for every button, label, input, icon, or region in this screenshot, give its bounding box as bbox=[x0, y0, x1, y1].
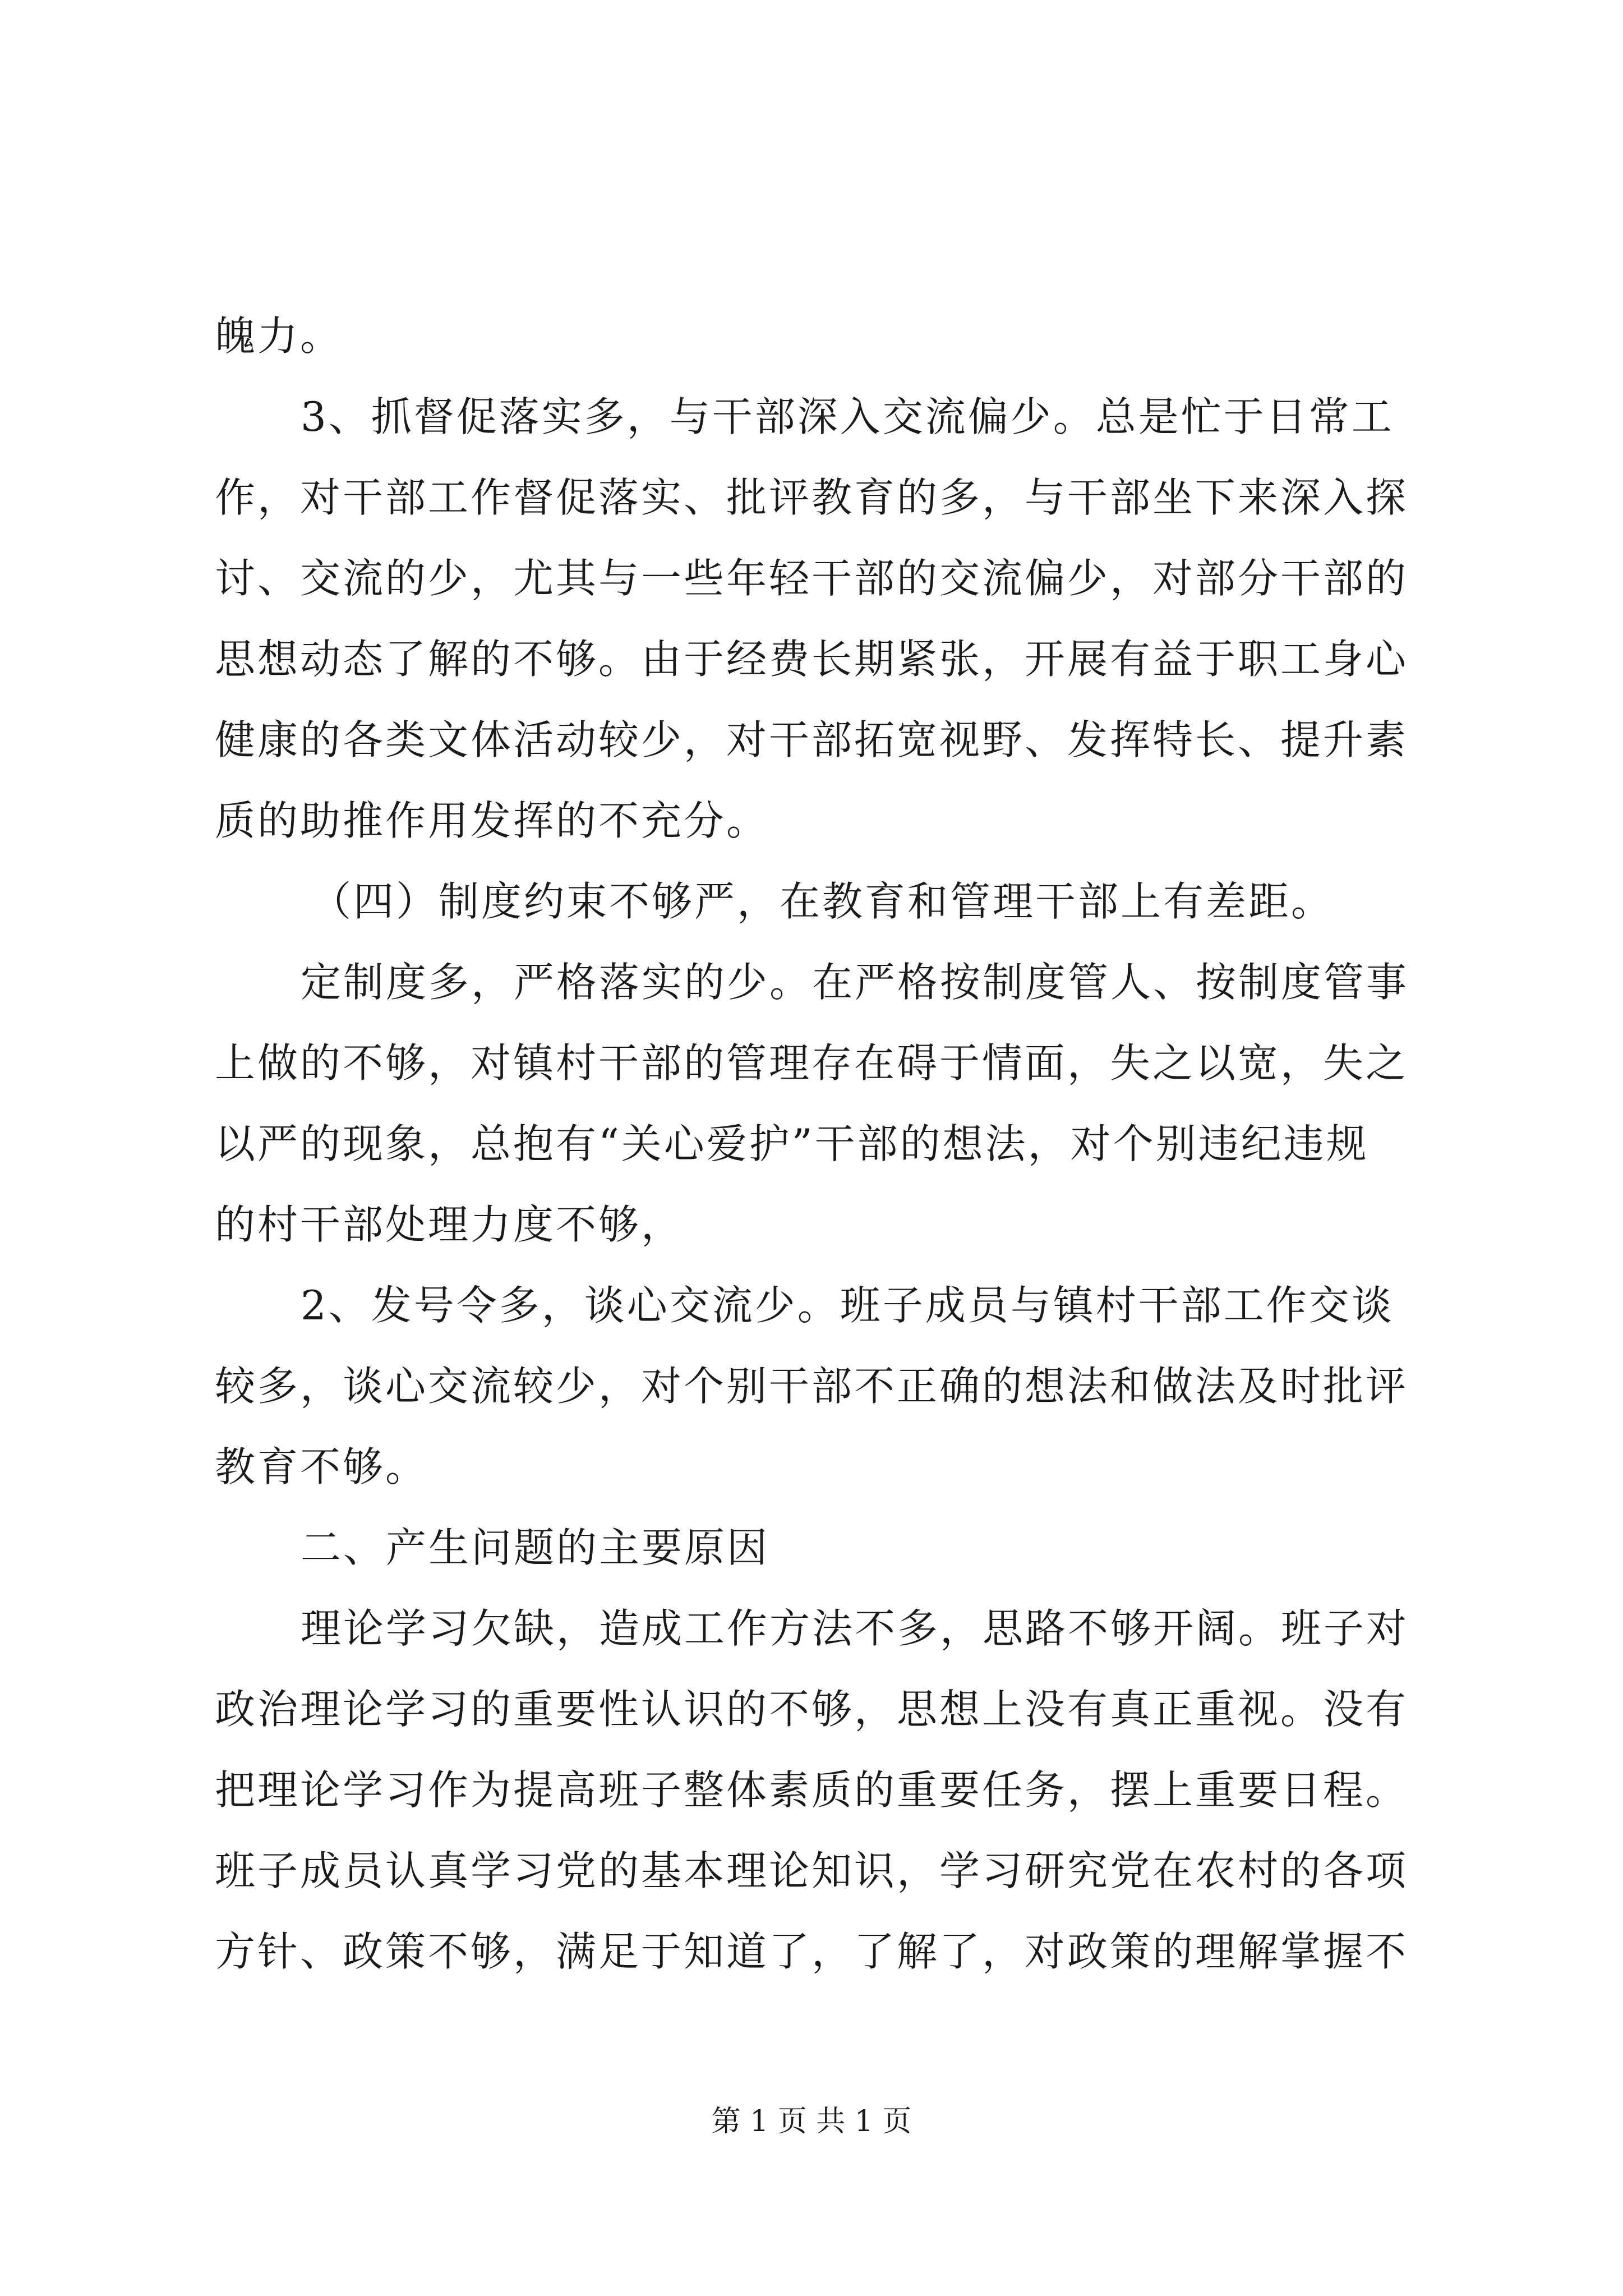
text-line: 2、发号令多，谈心交流少。班子成员与镇村干部工作交谈 bbox=[301, 1282, 1394, 1329]
text-line: 讨、交流的少，尤其与一些年轻干部的交流偏少，对部分干部的 bbox=[215, 555, 1409, 602]
text-line: 质的助推作用发挥的不充分。 bbox=[215, 797, 769, 844]
page-footer: 第 1 页 共 1 页 bbox=[711, 2105, 912, 2138]
text-line: 班子成员认真学习党的基本理论知识，学习研究党在农村的各项 bbox=[215, 1847, 1409, 1894]
text-line: 理论学习欠缺，造成工作方法不多，思路不够开阔。班子对 bbox=[301, 1605, 1409, 1652]
text-line: 以严的现象，总抱有“关心爱护”干部的想法，对个别违纪违规 bbox=[215, 1120, 1369, 1167]
section-heading: 二、产生问题的主要原因 bbox=[301, 1524, 770, 1571]
text-line: 方针、政策不够，满足于知道了，了解了，对政策的理解掌握不 bbox=[215, 1928, 1409, 1975]
text-line: 作，对干部工作督促落实、批评教育的多，与干部坐下来深入探 bbox=[215, 474, 1409, 521]
text-line: 把理论学习作为提高班子整体素质的重要任务，摆上重要日程。 bbox=[215, 1766, 1409, 1814]
text-line: 健康的各类文体活动较少，对干部拓宽视野、发挥特长、提升素 bbox=[215, 716, 1409, 763]
text-line: 思想动态了解的不够。由于经费长期紧张，开展有益于职工身心 bbox=[215, 636, 1409, 683]
text-line: 3、抓督促落实多，与干部深入交流偏少。总是忙于日常工 bbox=[301, 393, 1394, 440]
text-line: 教育不够。 bbox=[215, 1443, 428, 1490]
text-line: 政治理论学习的重要性认识的不够，思想上没有真正重视。没有 bbox=[215, 1686, 1409, 1733]
text-line: 较多，谈心交流较少，对个别干部不正确的想法和做法及时批评 bbox=[215, 1363, 1409, 1410]
text-line: 的村干部处理力度不够， bbox=[215, 1201, 684, 1248]
text-line: 定制度多，严格落实的少。在严格按制度管人、按制度管事 bbox=[301, 959, 1409, 1006]
section-heading: （四）制度约束不够严，在教育和管理干部上有差距。 bbox=[311, 878, 1334, 925]
text-line: 上做的不够，对镇村干部的管理存在碍于情面，失之以宽，失之 bbox=[215, 1039, 1409, 1087]
text-line: 魄力。 bbox=[215, 312, 343, 360]
